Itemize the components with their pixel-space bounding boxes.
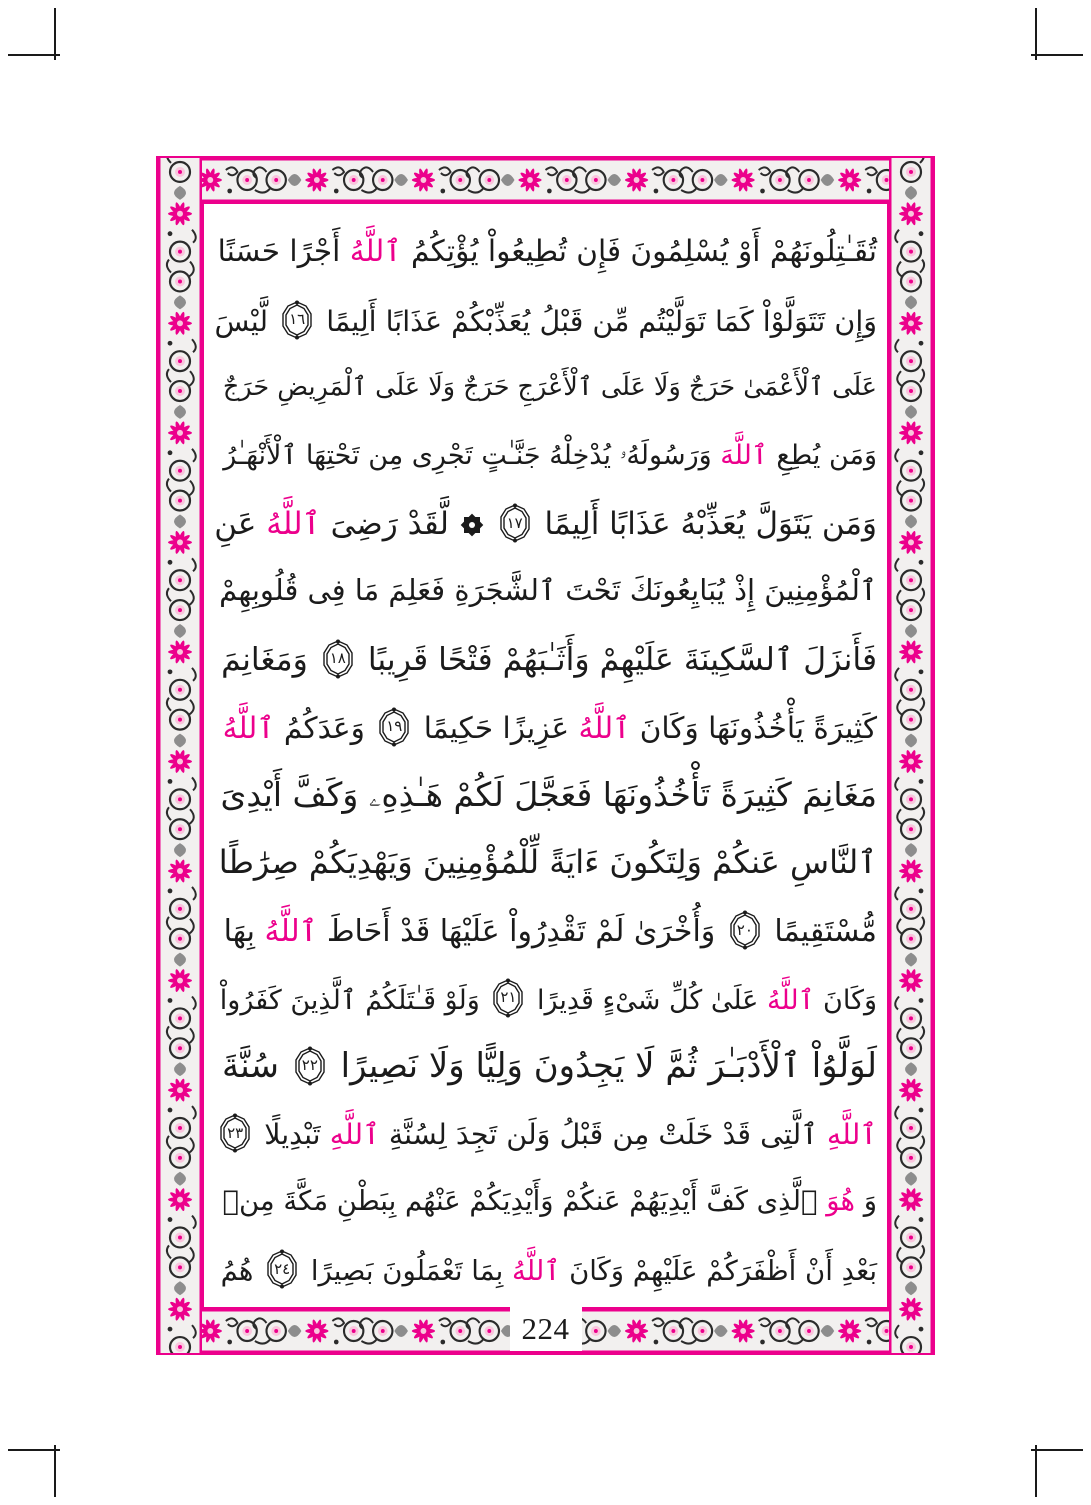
page-number: 224 <box>510 1307 582 1351</box>
ayah-text-segment: كَثِيرَةً يَأْخُذُونَهَا وَكَانَ <box>639 710 877 745</box>
ayah-line <box>214 1032 877 1100</box>
ayah-text-segment: وَرَسُولَهُۥ يُدْخِلْهُ جَنَّـٰتٍ تَجْرِى مِن تَحْتِهَا ٱلْأَنْهَـٰرُ <box>223 439 712 471</box>
crop-mark-bottom-left-horizontal <box>8 1449 60 1451</box>
quran-text-block <box>208 208 883 1303</box>
lafz-al-jalalah: ٱللَّهُ <box>266 506 321 543</box>
ayah-number-value: ٢١ <box>500 988 517 1007</box>
ayah-line-content <box>220 978 877 1018</box>
ayah-line-content <box>222 371 877 402</box>
ayah-number-value: ١٨ <box>329 649 346 668</box>
crop-mark-top-left-vertical <box>54 8 56 60</box>
ayah-text-segment: تَبْدِيلًا <box>264 1118 321 1152</box>
ayah-text-segment: هُمُ <box>220 1255 254 1288</box>
rub-el-hizb-icon <box>459 512 485 538</box>
ornamental-border-left <box>158 158 202 1353</box>
ayah-number-value: ١٦ <box>289 310 306 329</box>
ayah-text-segment: وَعَدَكُمُ <box>283 710 365 745</box>
lafz-al-jalalah: ٱللَّهُ <box>349 234 402 269</box>
ayah-text-segment: وَإِن تَتَوَلَّوْاْ كَمَا تَوَلَّيْتُم مِّن قَبْلُ يُعَذِّبْكُمْ عَذَابًا أَلِيمًا <box>326 304 877 338</box>
lafz-al-jalalah: ٱللَّهِ <box>826 1118 877 1152</box>
lafz-al-jalalah: ٱللَّهُ <box>766 984 815 1016</box>
ayah-number-marker <box>277 300 317 340</box>
crop-mark-top-left-horizontal <box>8 54 60 56</box>
lafz-al-jalalah: ٱللَّهُ <box>512 1255 561 1288</box>
ayah-text-segment: عَزِيزًا حَكِيمًا <box>423 710 570 745</box>
ayah-text-segment: وَأُخْرَىٰ لَمْ تَقْدِرُواْ عَلَيْهَا قَدْ أَحَاطَ <box>326 914 716 950</box>
ayah-text-segment: مُّسْتَقِيمًا <box>774 914 877 950</box>
ayah-text-segment: عَلَىٰ كُلِّ شَىْءٍ قَدِيرًا <box>536 984 759 1016</box>
ayah-line <box>214 421 877 489</box>
ayah-number-value: ٢٢ <box>301 1056 318 1075</box>
ayah-text-segment: أَجْرًا حَسَنًا <box>217 234 341 269</box>
ayah-text-segment: ٱلَّذِى كَفَّ أَيْدِيَهُمْ عَنكُمْ وَأَيْدِيَكُمْ عَنْهُم بِبَطْنِ مَكَّةَ مِنۢ <box>222 1184 818 1217</box>
ayah-line <box>214 625 877 693</box>
crop-mark-bottom-left-vertical <box>54 1445 56 1497</box>
ayah-line <box>214 489 877 557</box>
ayah-line <box>214 286 877 354</box>
ayah-text-segment: لَوَلَّوُاْ ٱلْأَدْبَـٰرَ ثُمَّ لَا يَجِدُونَ وَلِيًّا وَلَا نَصِيرًا <box>340 1045 877 1086</box>
ayah-line-content <box>223 439 877 471</box>
ayah-text-segment: عَلَى ٱلْأَعْمَىٰ حَرَجٌ وَلَا عَلَى ٱلْأَعْرَجِ حَرَجٌ وَلَا عَلَى ٱلْمَرِيضِ حَرَجٌ <box>222 371 877 402</box>
ornamental-border-right <box>889 158 933 1353</box>
ayah-line <box>214 896 877 964</box>
ayah-number-value: ٢٣ <box>227 1123 244 1142</box>
ayah-text-segment: عَنِ <box>214 506 257 543</box>
ayah-line-content <box>214 300 877 340</box>
ayah-line <box>214 693 877 761</box>
ayah-text-segment: وَمَن يُطِعِ <box>776 439 877 471</box>
ayah-text-segment: بَعْدِ أَنْ أَظْفَرَكُمْ عَلَيْهِمْ وَكَانَ <box>569 1255 877 1288</box>
ayah-line-content <box>222 1046 877 1086</box>
ayah-text-segment: بِهَا <box>223 914 255 950</box>
ayah-text-segment: ٱلْمُؤْمِنِينَ إِذْ يُبَايِعُونَكَ تَحْتَ ٱلشَّجَرَةِ فَعَلِمَ مَا فِى قُلُوبِهِمْ <box>219 573 877 608</box>
ayah-line-content <box>215 1113 877 1153</box>
ayah-line-content <box>218 843 877 882</box>
lafz-al-jalalah: ٱللَّهِ <box>329 1118 380 1152</box>
ayah-line <box>214 964 877 1032</box>
crop-mark-bottom-right-horizontal <box>1031 1449 1083 1451</box>
ayah-line-content <box>223 707 877 747</box>
lafz-al-jalalah: هُوَ <box>826 1184 855 1217</box>
ayah-line-content <box>217 234 877 269</box>
ayah-number-marker <box>262 1249 302 1289</box>
ayah-number-marker <box>374 707 414 747</box>
ayah-text-segment: ٱلَّتِى قَدْ خَلَتْ مِن قَبْلُ وَلَن تَجِدَ لِسُنَّةِ <box>388 1118 818 1152</box>
ayah-line-content <box>219 573 877 608</box>
ayah-text-segment: وَكَانَ <box>823 984 877 1016</box>
lafz-al-jalalah: ٱللَّهُ <box>222 710 275 745</box>
ayah-number-marker <box>215 1113 255 1153</box>
ayah-line-content <box>224 910 877 950</box>
ayah-line <box>214 354 877 422</box>
ayah-number-value: ٢٠ <box>736 920 753 939</box>
ayah-text-segment: سُنَّةَ <box>222 1045 280 1086</box>
ayah-line <box>214 1100 877 1168</box>
ayah-text-segment: لَّقَدْ رَضِىَ <box>330 506 449 543</box>
crop-mark-top-right-vertical <box>1035 8 1037 60</box>
ornamental-border-top <box>158 158 933 202</box>
ayah-number-value: ١٩ <box>386 717 403 736</box>
ayah-text-segment: تُقَـٰتِلُونَهُمْ أَوْ يُسْلِمُونَ فَإِن تُطِيعُواْ يُؤْتِكُمُ <box>410 234 877 269</box>
ayah-number-marker <box>488 978 528 1018</box>
ayah-number-marker <box>495 503 535 543</box>
ayah-number-value: ٢٤ <box>274 1259 291 1278</box>
lafz-al-jalalah: ٱللَّهَ <box>720 439 768 471</box>
ayah-number-marker <box>318 639 358 679</box>
ayah-text-segment: مَغَانِمَ كَثِيرَةً تَأْخُذُونَهَا فَعَجَّلَ لَكُمْ هَـٰذِهِۦ وَكَفَّ أَيْدِىَ <box>220 774 877 814</box>
ayah-line <box>214 1167 877 1235</box>
ayah-text-segment: وَلَوْ قَـٰتَلَكُمُ ٱلَّذِينَ كَفَرُواْ <box>219 984 480 1016</box>
ayah-line-content <box>220 774 877 814</box>
ayah-line <box>214 557 877 625</box>
ayah-number-marker <box>290 1046 330 1086</box>
crop-mark-top-right-horizontal <box>1031 54 1083 56</box>
ayah-line <box>214 218 877 286</box>
ayah-text-segment: لَّيْسَ <box>214 304 269 338</box>
ayah-number-marker <box>725 910 765 950</box>
lafz-al-jalalah: ٱللَّهُ <box>264 914 318 950</box>
ayah-text-segment: فَأَنزَلَ ٱلسَّكِينَةَ عَلَيْهِمْ وَأَثَـٰبَهُمْ فَتْحًا قَرِيبًا <box>367 641 877 678</box>
ayah-line-content <box>221 639 877 679</box>
ayah-line-content <box>221 1249 877 1289</box>
ayah-text-segment: وَمَن يَتَوَلَّ يُعَذِّبْهُ عَذَابًا أَلِيمًا <box>544 506 877 543</box>
ayah-line <box>214 761 877 829</box>
ayah-text-segment: بِمَا تَعْمَلُونَ بَصِيرًا <box>310 1255 504 1288</box>
mushaf-page <box>156 156 935 1355</box>
ayah-line-content <box>222 1184 878 1217</box>
ayah-text-segment: ٱلنَّاسِ عَنكُمْ وَلِتَكُونَ ءَايَةً لِّلْمُؤْمِنِينَ وَيَهْدِيَكُمْ صِرَٰطًا <box>218 843 877 882</box>
ayah-text-segment: وَمَغَانِمَ <box>221 641 308 678</box>
ayah-line <box>214 1235 877 1303</box>
ayah-line <box>214 828 877 896</box>
lafz-al-jalalah: ٱللَّهُ <box>578 710 631 745</box>
ayah-line-content <box>214 503 877 543</box>
ayah-number-value: ١٧ <box>506 513 523 532</box>
ayah-text-segment: وَ <box>863 1184 877 1217</box>
crop-mark-bottom-right-vertical <box>1035 1445 1037 1497</box>
